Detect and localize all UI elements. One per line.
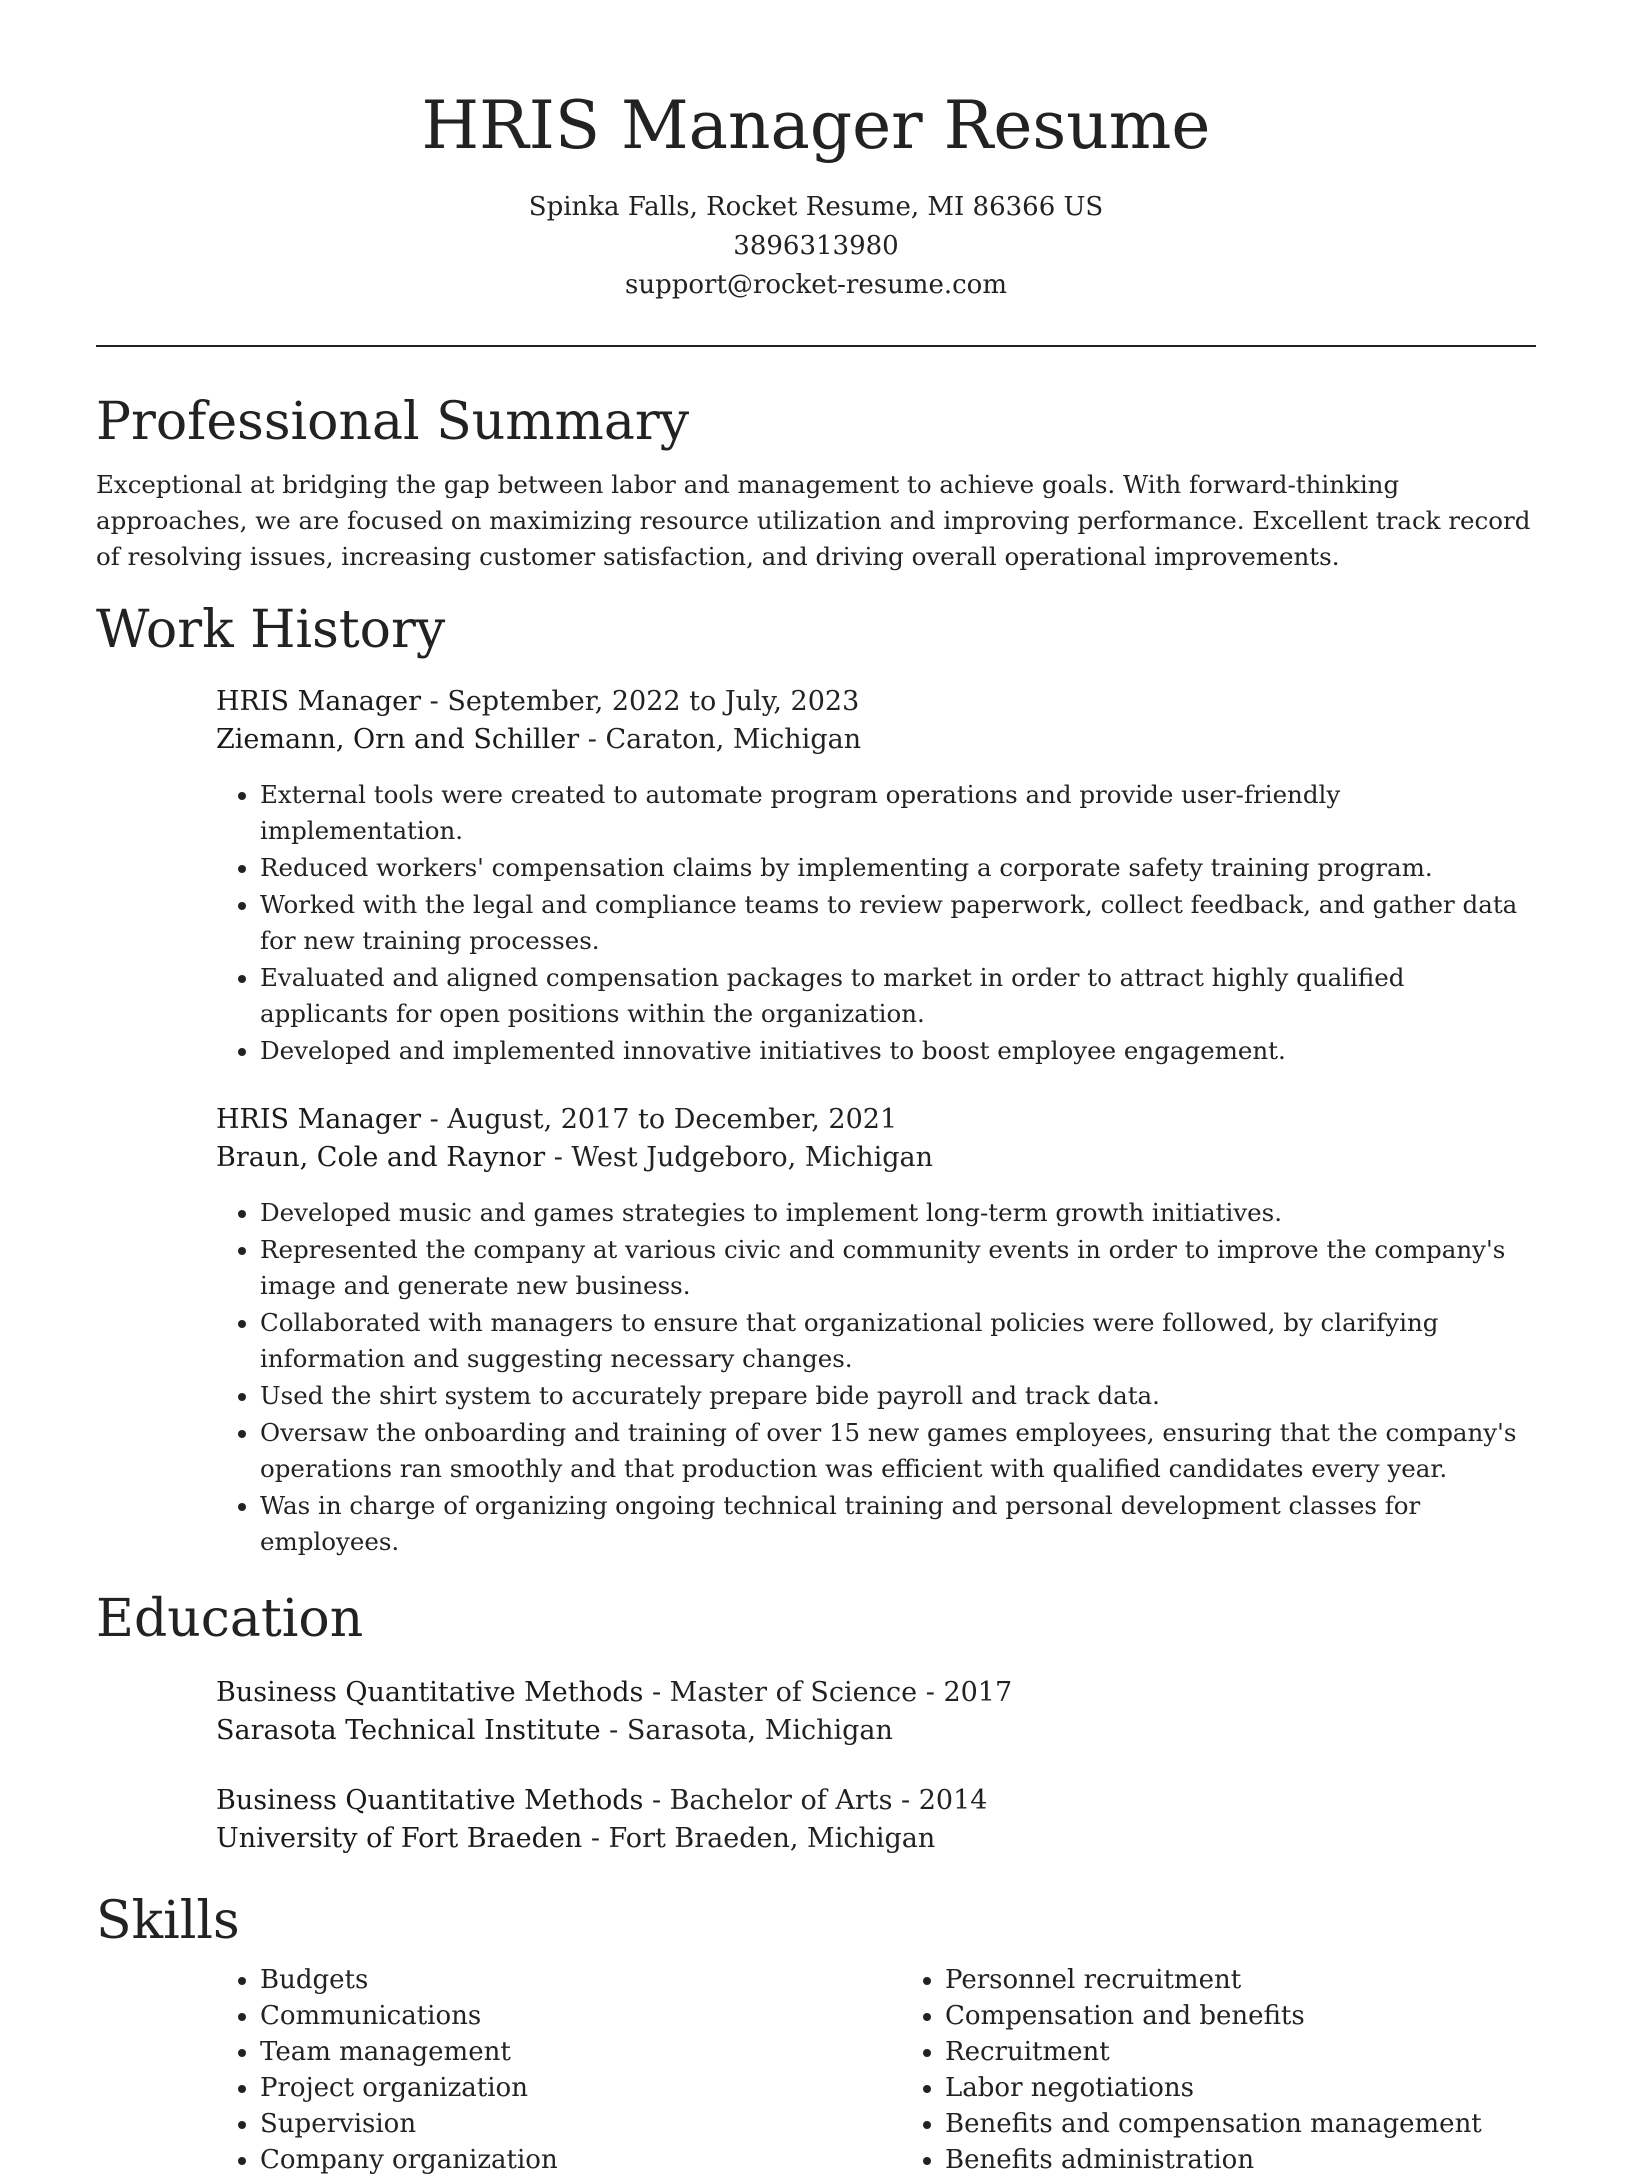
job-entry xyxy=(216,1101,1536,1560)
list-item: • Was in charge of organizing ongoing technical training and personal development classes for employees. xyxy=(260,1488,1536,1560)
contact-address: Spinka Falls, Rocket Resume, MI 86366 US xyxy=(528,192,1104,222)
skills-heading: Skills xyxy=(96,1891,240,1951)
list-item: • Compensation and benefits xyxy=(945,1998,1536,2034)
summary-heading: Professional Summary xyxy=(96,392,690,452)
list-item: • Company organization xyxy=(260,2142,851,2178)
job-title-line xyxy=(216,683,1536,721)
skills-section xyxy=(96,1888,1536,2178)
job-location: - West Judgeboro, Michigan xyxy=(545,1142,934,1173)
summary-section xyxy=(96,389,1536,575)
job-bullets xyxy=(216,1195,1536,1560)
list-item: • Supervision xyxy=(260,2106,851,2142)
education-school: University of Fort Braeden xyxy=(216,1823,583,1854)
education-section xyxy=(96,1586,1536,1858)
list-item: • Communications xyxy=(260,1998,851,2034)
list-item: • Developed and implemented innovative initiatives to boost employee engagement. xyxy=(260,1033,1536,1069)
education-degree: - Master of Science xyxy=(643,1677,918,1708)
job-dates: - August, 2017 to December, 2021 xyxy=(421,1104,898,1135)
job-title: HRIS Manager xyxy=(216,686,422,717)
list-item: • Project organization xyxy=(260,2070,851,2106)
job-company: Ziemann, Orn and Schiller xyxy=(216,724,580,755)
education-field: Business Quantitative Methods xyxy=(216,1785,644,1816)
job-location: - Caraton, Michigan xyxy=(579,724,862,755)
job-company-line xyxy=(216,721,1536,759)
list-item: • Represented the company at various civic and community events in order to improve the company's image and generate new business. xyxy=(260,1232,1536,1304)
job-title: HRIS Manager xyxy=(216,1104,422,1135)
list-item: • Reduced workers' compensation claims by implementing a corporate safety training program. xyxy=(260,850,1536,886)
page-title: HRIS Manager Resume xyxy=(421,87,1211,164)
education-year: - 2014 xyxy=(892,1785,988,1816)
list-item: • External tools were created to automate program operations and provide user-friendly implementation. xyxy=(260,777,1536,849)
education-location: - Fort Braeden, Michigan xyxy=(582,1823,936,1854)
education-year: - 2017 xyxy=(917,1677,1013,1708)
job-title-line xyxy=(216,1101,1536,1139)
skills-list-left xyxy=(216,1962,851,2178)
education-school-line xyxy=(216,1712,1536,1750)
list-item: • Benefits administration xyxy=(945,2142,1536,2178)
list-item: • Collaborated with managers to ensure that organizational policies were followed, by clarifying information and suggesting necessary changes. xyxy=(260,1305,1536,1377)
skills-columns xyxy=(216,1962,1536,2178)
list-item: • Developed music and games strategies to implement long-term growth initiatives. xyxy=(260,1195,1536,1231)
education-degree-line xyxy=(216,1674,1536,1712)
education-field: Business Quantitative Methods xyxy=(216,1677,644,1708)
header-divider xyxy=(96,345,1536,347)
education-entry xyxy=(216,1674,1536,1750)
skills-list-right xyxy=(901,1962,1536,2178)
job-dates: - September, 2022 to July, 2023 xyxy=(421,686,860,717)
work-history-heading: Work History xyxy=(96,600,446,660)
education-degree: - Bachelor of Arts xyxy=(643,1785,893,1816)
education-entry xyxy=(216,1782,1536,1858)
list-item: • Evaluated and aligned compensation packages to market in order to attract highly qualified applicants for open positions within the organization. xyxy=(260,960,1536,1032)
job-company: Braun, Cole and Raynor xyxy=(216,1142,546,1173)
list-item: • Used the shirt system to accurately prepare bide payroll and track data. xyxy=(260,1378,1536,1414)
job-company-line xyxy=(216,1139,1536,1177)
list-item: • Budgets xyxy=(260,1962,851,1998)
work-history-section xyxy=(96,597,1536,1560)
list-item: • Recruitment xyxy=(945,2034,1536,2070)
list-item: • Worked with the legal and compliance teams to review paperwork, collect feedback, and gather data for new training processes. xyxy=(260,887,1536,959)
contact-phone: 3896313980 xyxy=(733,231,899,261)
education-school: Sarasota Technical Institute xyxy=(216,1715,601,1746)
resume-header xyxy=(96,0,1536,305)
summary-text: Exceptional at bridging the gap between labor and management to achieve goals. With forward-thinking approaches, we are focused on maximizing resource utilization and improving performance. Excellent track record of resolving issues, increasing customer satisfaction, and driving overall operational improvements. xyxy=(96,470,1531,571)
education-degree-line xyxy=(216,1782,1536,1820)
list-item: • Oversaw the onboarding and training of over 15 new games employees, ensuring that the company's operations ran smoothly and that production was efficient with qualified candidates every year. xyxy=(260,1415,1536,1487)
education-school-line xyxy=(216,1820,1536,1858)
list-item: • Labor negotiations xyxy=(945,2070,1536,2106)
education-location: - Sarasota, Michigan xyxy=(600,1715,893,1746)
contact-email: support@rocket-resume.com xyxy=(624,270,1007,300)
job-entry xyxy=(216,683,1536,1069)
list-item: • Team management xyxy=(260,2034,851,2070)
job-bullets xyxy=(216,777,1536,1069)
education-heading: Education xyxy=(96,1589,364,1649)
list-item: • Personnel recruitment xyxy=(945,1962,1536,1998)
list-item: • Benefits and compensation management xyxy=(945,2106,1536,2142)
